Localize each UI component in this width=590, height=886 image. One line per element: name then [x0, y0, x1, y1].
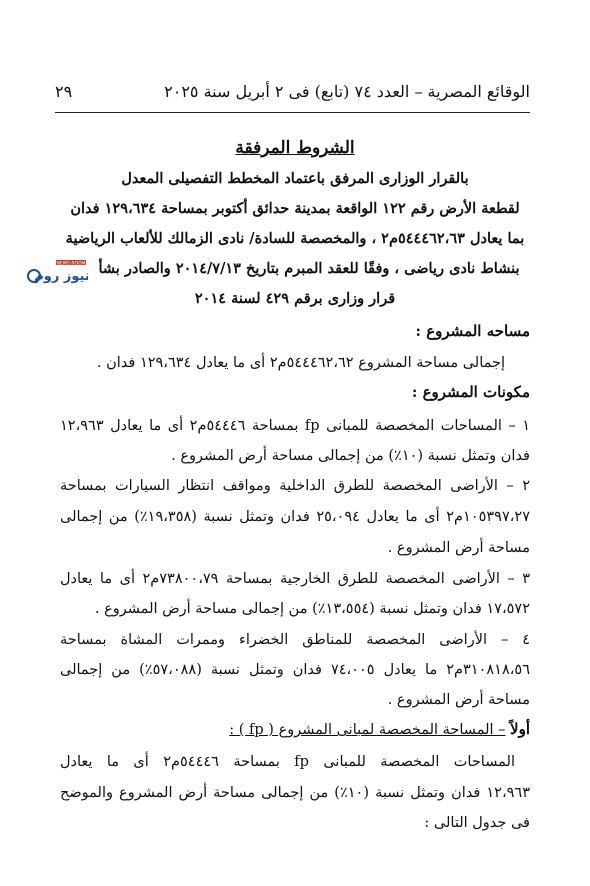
project-area-heading: مساحه المشروع : [415, 322, 530, 340]
gazette-header-title: الوقائع المصرية – العدد ٧٤ (تابع) فى ٢ أبريل سنة ٢٠٢٥ [164, 81, 530, 101]
component-3-line-1: ٣ – الأراضى المخصصة للطرق الخارجية بمساحة ٧٣٨٠٠،٧٩م٢ أى ما يعادل [60, 571, 530, 587]
heading-line-5: قرار وزارى برقم ٤٢٩ لسنة ٢٠١٤ [194, 290, 396, 307]
component-2-line-2: ١٠٥٣٩٧،٢٧م٢ أى ما يعادل ٢٥،٠٩٤ فدان وتمثل نسبة (١٩،٣٥٨٪) من إجمالى [60, 509, 530, 525]
heading-line-3: بما يعادل ٥٤٤٤٦٢،٦٣م٢ ، والمخصصة للسادة/ نادى الزمالك للألعاب الرياضية [65, 230, 525, 247]
first-line-1: المساحات المخصصة للمبانى fp بمساحة ٥٤٤٤٦م٢ أى ما يعادل [60, 754, 515, 770]
component-4-line-1: ٤ – الأراضى المخصصة للمناطق الخضراء وممرات المشاة بمساحة [60, 632, 530, 648]
components-heading: مكونات المشروع : [411, 383, 530, 401]
heading-line-2: لقطعة الأرض رقم ١٢٢ الواقعة بمدينة حدائق أكتوبر بمساحة ١٢٩،٦٣٤ فدان [70, 200, 520, 217]
component-3-line-2: ١٧،٥٧٢ فدان وتمثل نسبة (١٣،٥٥٤٪) من إجمالى مساحة أرض المشروع . [94, 601, 530, 617]
heading-line-1: بالقرار الوزارى المرفق باعتماد المخطط التفصيلى المعدل [121, 170, 469, 187]
component-1-line-1: ١ – المساحات المخصصة للمبانى fp بمساحة ٥٤٤٤٦م٢ أى ما يعادل ١٢،٩٦٣ [60, 418, 530, 434]
first-line-3: فى جدول التالى : [424, 815, 530, 831]
heading-line-4: بنشاط نادى رياضى ، وفقًا للعقد المبرم بتاريخ ٢٠١٤/٧/١٣ والصادر بشأ [98, 260, 520, 277]
component-4-line-2: ٣١٠٨١٨،٥٦م٢ ما يعادل ٧٤،٠٠٥ فدان وتمثل نسبة (٥٧،٠٨٨٪) من إجمالى [60, 662, 531, 678]
document-heading: الشروط المرفقة [235, 138, 355, 158]
header-rule [55, 112, 530, 113]
project-area-text: إجمالى مساحة المشروع ٥٤٤٤٦٢،٦٢م٢ أى ما يعادل ١٢٩،٦٣٤ فدان . [96, 355, 505, 371]
section-first-label: أولاً [510, 720, 530, 738]
first-line-2: ١٢،٩٦٣ فدان وتمثل نسبة (١٠٪) من إجمالى مساحة أرض المشروع والموضح [60, 785, 530, 801]
news-room-watermark-logo [26, 259, 88, 289]
svg-text:NEWS ROOM: NEWS ROOM [56, 261, 86, 267]
section-first-heading [60, 718, 530, 741]
component-1-line-2: فدان وتمثل نسبة (١٠٪) من إجمالى مساحة أرض المشروع . [171, 448, 530, 464]
section-first-title: – المساحة المخصصة لمبانى المشروع ( fp ) : [229, 722, 506, 738]
component-2-line-1: ٢ – الأراضى المخصصة للطرق الداخلية ومواقف انتظار السيارات بمساحة [60, 478, 530, 494]
page-number: ٢٩ [55, 81, 73, 101]
svg-text:نيوز روم: نيوز روم [34, 269, 88, 284]
component-4-line-3: مساحة أرض المشروع . [387, 692, 530, 708]
running-header [55, 78, 530, 104]
component-2-line-3: مساحة أرض المشروع . [387, 540, 530, 556]
